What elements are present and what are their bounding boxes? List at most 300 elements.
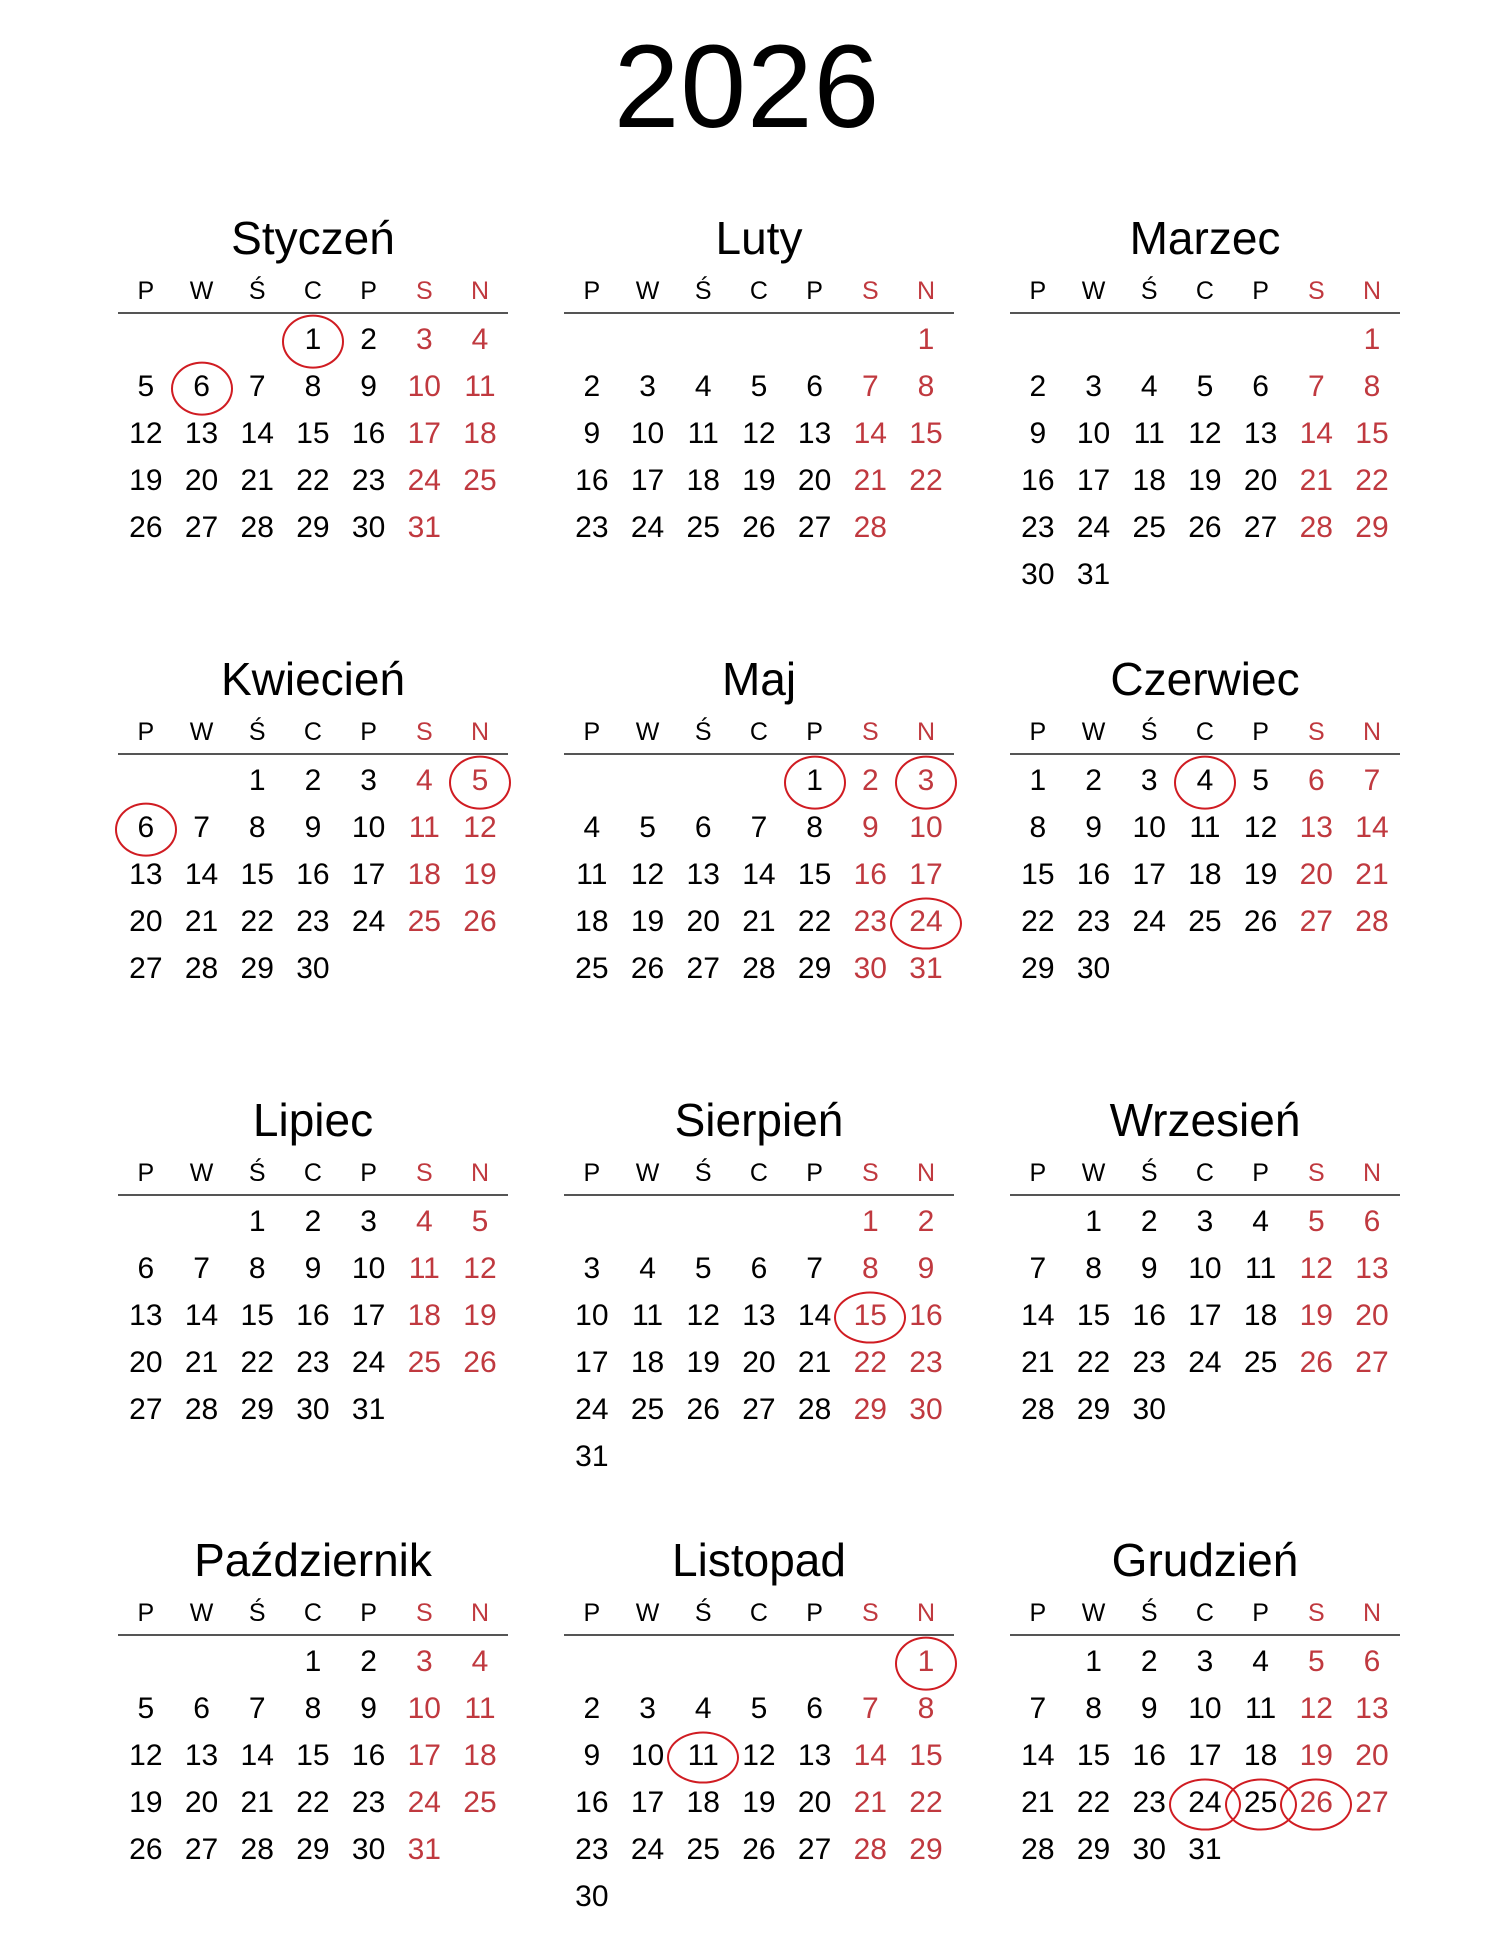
day-cell: 17 bbox=[1188, 1739, 1222, 1772]
day-cell: 4 bbox=[694, 370, 712, 403]
day-cell: 5 bbox=[1252, 764, 1269, 797]
day-cell: 2 bbox=[1140, 1205, 1158, 1238]
weekday-label: Ś bbox=[694, 1599, 712, 1627]
day-cell: 13 bbox=[1355, 1252, 1389, 1285]
weekday-label: S bbox=[1307, 1599, 1325, 1627]
day-cell: 6 bbox=[694, 811, 712, 844]
empty-cell bbox=[1066, 316, 1122, 363]
day-cell: 31 bbox=[575, 1440, 609, 1473]
weekday-label: P bbox=[1029, 1599, 1047, 1627]
day-cell: 8 bbox=[806, 811, 823, 844]
day-cell: 10 bbox=[1188, 1252, 1222, 1285]
day-cell: 9 bbox=[583, 417, 601, 450]
day-cell: 27 bbox=[1355, 1786, 1389, 1819]
day-cell: 12 bbox=[463, 1252, 497, 1285]
day-cell: 9 bbox=[304, 811, 322, 844]
weekday-label: N bbox=[1362, 1159, 1381, 1187]
day-cell: 16 bbox=[1021, 464, 1055, 497]
day-cell: 6 bbox=[806, 1692, 823, 1725]
weekday-label: N bbox=[916, 1599, 935, 1627]
holiday-day: 4 bbox=[1177, 757, 1233, 804]
day-cell: 5 bbox=[471, 1205, 489, 1238]
day-cell: 28 bbox=[1299, 511, 1333, 544]
day-cell: 29 bbox=[1021, 952, 1055, 985]
day-cell: 24 bbox=[351, 905, 386, 938]
empty-cell bbox=[229, 1638, 285, 1685]
weekday-label: P bbox=[583, 277, 601, 305]
month-block bbox=[1010, 1534, 1400, 1873]
day-cell: 27 bbox=[742, 1393, 776, 1426]
day-cell: 22 bbox=[1021, 905, 1055, 938]
month-block bbox=[1010, 1094, 1400, 1433]
day-cell: 2 bbox=[304, 1205, 322, 1238]
empty-cell bbox=[787, 1638, 843, 1685]
day-cell: 12 bbox=[630, 858, 665, 891]
day-cell: 25 bbox=[686, 1833, 720, 1866]
day-cell: 20 bbox=[184, 1786, 219, 1819]
day-cell: 27 bbox=[184, 1833, 219, 1866]
weekday-label: N bbox=[916, 277, 935, 305]
day-cell: 26 bbox=[129, 1833, 163, 1866]
day-cell: 2 bbox=[1029, 370, 1047, 403]
weekday-label: P bbox=[137, 1159, 155, 1187]
empty-cell bbox=[620, 316, 676, 363]
weekday-header bbox=[1010, 1154, 1400, 1192]
day-cell: 11 bbox=[464, 370, 496, 403]
empty-cell bbox=[731, 757, 787, 804]
day-cell: 1 bbox=[917, 323, 935, 356]
day-cell: 11 bbox=[464, 1692, 496, 1725]
day-cell: 2 bbox=[917, 1205, 935, 1238]
day-cell: 29 bbox=[797, 952, 832, 985]
empty-cell bbox=[620, 1638, 676, 1685]
day-cell: 3 bbox=[1196, 1205, 1214, 1238]
day-cell: 19 bbox=[129, 1786, 163, 1819]
day-grid bbox=[118, 757, 508, 992]
day-cell: 27 bbox=[129, 1393, 163, 1426]
day-cell: 26 bbox=[1299, 1346, 1333, 1379]
weekday-label: Ś bbox=[1140, 1159, 1158, 1187]
day-cell: 8 bbox=[1085, 1252, 1102, 1285]
weekday-label: S bbox=[415, 718, 433, 746]
weekday-label: C bbox=[1195, 277, 1214, 305]
weekday-label: S bbox=[861, 718, 879, 746]
month-block bbox=[1010, 653, 1400, 992]
day-cell: 15 bbox=[1021, 858, 1055, 891]
day-cell: 3 bbox=[1196, 1645, 1214, 1678]
empty-cell bbox=[731, 316, 787, 363]
day-cell: 26 bbox=[463, 905, 497, 938]
day-cell: 1 bbox=[248, 1205, 266, 1238]
day-cell: 28 bbox=[853, 1833, 887, 1866]
day-cell: 16 bbox=[1132, 1299, 1166, 1332]
day-cell: 14 bbox=[742, 858, 776, 891]
day-cell: 30 bbox=[1076, 952, 1111, 985]
day-cell: 4 bbox=[415, 1205, 433, 1238]
day-cell: 22 bbox=[909, 1786, 943, 1819]
weekday-label: P bbox=[1029, 1159, 1047, 1187]
day-cell: 16 bbox=[1132, 1739, 1166, 1772]
day-cell: 16 bbox=[853, 858, 887, 891]
day-cell: 7 bbox=[806, 1252, 823, 1285]
day-cell: 21 bbox=[853, 464, 887, 497]
day-cell: 28 bbox=[184, 1393, 219, 1426]
day-cell: 14 bbox=[1355, 811, 1389, 844]
holiday-day: 24 bbox=[898, 898, 954, 945]
month-title: Marzec bbox=[1129, 212, 1281, 264]
day-cell: 15 bbox=[797, 858, 832, 891]
day-cell: 27 bbox=[797, 1833, 832, 1866]
month-block bbox=[1010, 212, 1400, 598]
weekday-label: C bbox=[749, 277, 768, 305]
month-title: Kwiecień bbox=[220, 653, 406, 705]
weekday-label: C bbox=[303, 1159, 322, 1187]
day-cell: 15 bbox=[240, 858, 274, 891]
day-cell: 3 bbox=[1085, 370, 1102, 403]
day-cell: 31 bbox=[909, 952, 943, 985]
day-grid bbox=[1010, 1198, 1400, 1433]
empty-cell bbox=[731, 1198, 787, 1245]
day-cell: 17 bbox=[630, 464, 665, 497]
day-cell: 13 bbox=[742, 1299, 776, 1332]
day-cell: 24 bbox=[1132, 905, 1166, 938]
day-cell: 7 bbox=[750, 811, 768, 844]
day-cell: 30 bbox=[1132, 1393, 1166, 1426]
day-cell: 4 bbox=[471, 323, 489, 356]
day-cell: 21 bbox=[240, 464, 274, 497]
day-cell: 8 bbox=[917, 1692, 935, 1725]
day-cell: 7 bbox=[193, 1252, 210, 1285]
weekday-label: S bbox=[1307, 277, 1325, 305]
day-cell: 30 bbox=[853, 952, 887, 985]
day-cell: 29 bbox=[1355, 511, 1389, 544]
day-cell: 12 bbox=[1243, 811, 1278, 844]
weekday-label: N bbox=[470, 718, 489, 746]
weekday-header bbox=[1010, 713, 1400, 751]
empty-cell bbox=[1010, 1198, 1066, 1245]
month-block bbox=[118, 1534, 508, 1873]
day-cell: 31 bbox=[351, 1393, 386, 1426]
empty-cell bbox=[675, 1198, 731, 1245]
day-cell: 29 bbox=[909, 1833, 943, 1866]
day-cell: 18 bbox=[1132, 464, 1166, 497]
weekday-label: W bbox=[635, 1599, 660, 1627]
weekday-label: N bbox=[916, 1159, 935, 1187]
day-cell: 20 bbox=[184, 464, 219, 497]
day-cell: 20 bbox=[797, 1786, 832, 1819]
day-cell: 27 bbox=[686, 952, 720, 985]
weekday-label: W bbox=[1081, 1599, 1106, 1627]
day-cell: 30 bbox=[909, 1393, 943, 1426]
day-cell: 28 bbox=[240, 1833, 274, 1866]
day-cell: 4 bbox=[694, 1692, 712, 1725]
day-cell: 25 bbox=[630, 1393, 665, 1426]
day-cell: 18 bbox=[630, 1346, 665, 1379]
day-cell: 27 bbox=[1355, 1346, 1389, 1379]
day-cell: 10 bbox=[1132, 811, 1166, 844]
day-cell: 23 bbox=[1132, 1346, 1166, 1379]
day-cell: 23 bbox=[853, 905, 887, 938]
holiday-day: 3 bbox=[898, 757, 954, 804]
day-cell: 7 bbox=[1363, 764, 1381, 797]
day-cell: 8 bbox=[248, 811, 266, 844]
holiday-day: 5 bbox=[452, 757, 508, 804]
weekday-label: W bbox=[189, 1599, 214, 1627]
day-cell: 29 bbox=[296, 1833, 330, 1866]
month-title: Maj bbox=[721, 653, 797, 705]
weekday-label: C bbox=[749, 718, 768, 746]
weekday-header bbox=[1010, 272, 1400, 310]
day-cell: 30 bbox=[1021, 558, 1055, 591]
day-cell: 30 bbox=[1132, 1833, 1166, 1866]
weekday-label: N bbox=[1362, 1599, 1381, 1627]
empty-cell bbox=[1010, 1638, 1066, 1685]
day-cell: 26 bbox=[742, 511, 776, 544]
day-cell: 31 bbox=[407, 1833, 441, 1866]
day-cell: 2 bbox=[861, 764, 879, 797]
day-cell: 9 bbox=[1140, 1252, 1158, 1285]
day-cell: 8 bbox=[304, 370, 322, 403]
day-cell: 9 bbox=[1029, 417, 1047, 450]
day-cell: 25 bbox=[686, 511, 720, 544]
day-cell: 7 bbox=[193, 811, 210, 844]
day-cell: 26 bbox=[686, 1393, 720, 1426]
weekday-label: C bbox=[1195, 1159, 1214, 1187]
empty-cell bbox=[118, 1198, 174, 1245]
holiday-day: 11 bbox=[675, 1732, 731, 1779]
day-cell: 24 bbox=[575, 1393, 609, 1426]
day-cell: 25 bbox=[463, 464, 497, 497]
day-cell: 21 bbox=[742, 905, 776, 938]
weekday-label: P bbox=[137, 1599, 155, 1627]
day-cell: 7 bbox=[248, 370, 266, 403]
month-title: Listopad bbox=[672, 1534, 846, 1586]
weekday-label: S bbox=[861, 1599, 879, 1627]
day-cell: 7 bbox=[861, 370, 879, 403]
day-cell: 13 bbox=[797, 1739, 832, 1772]
weekday-label: C bbox=[1195, 1599, 1214, 1627]
day-cell: 29 bbox=[296, 511, 330, 544]
weekday-label: P bbox=[806, 277, 823, 305]
day-cell: 11 bbox=[408, 1252, 440, 1285]
day-cell: 23 bbox=[1076, 905, 1111, 938]
weekday-label: P bbox=[583, 718, 601, 746]
day-cell: 20 bbox=[129, 1346, 163, 1379]
weekday-header bbox=[118, 272, 508, 310]
day-cell: 26 bbox=[1243, 905, 1278, 938]
day-cell: 5 bbox=[137, 1692, 155, 1725]
weekday-label: P bbox=[1252, 1599, 1269, 1627]
day-cell: 14 bbox=[184, 1299, 219, 1332]
day-cell: 22 bbox=[1076, 1786, 1111, 1819]
day-cell: 18 bbox=[463, 417, 497, 450]
day-cell: 21 bbox=[797, 1346, 832, 1379]
weekday-header bbox=[118, 1594, 508, 1632]
empty-cell bbox=[564, 757, 620, 804]
empty-cell bbox=[675, 1638, 731, 1685]
day-cell: 14 bbox=[240, 417, 274, 450]
day-cell: 5 bbox=[1307, 1645, 1325, 1678]
month-title: Czerwiec bbox=[1110, 653, 1300, 705]
weekday-label: W bbox=[189, 277, 214, 305]
empty-cell bbox=[1121, 316, 1177, 363]
weekday-label: C bbox=[749, 1599, 768, 1627]
empty-cell bbox=[842, 316, 898, 363]
day-cell: 8 bbox=[248, 1252, 266, 1285]
day-cell: 30 bbox=[296, 952, 330, 985]
day-cell: 10 bbox=[407, 1692, 441, 1725]
day-cell: 26 bbox=[129, 511, 163, 544]
day-cell: 21 bbox=[184, 905, 219, 938]
month-title: Grudzień bbox=[1111, 1534, 1299, 1586]
day-cell: 19 bbox=[742, 1786, 776, 1819]
day-cell: 17 bbox=[1188, 1299, 1222, 1332]
empty-cell bbox=[620, 757, 676, 804]
day-cell: 26 bbox=[742, 1833, 776, 1866]
day-cell: 1 bbox=[1085, 1205, 1102, 1238]
day-cell: 23 bbox=[296, 1346, 330, 1379]
day-cell: 5 bbox=[639, 811, 656, 844]
weekday-label: W bbox=[635, 718, 660, 746]
weekday-header bbox=[564, 713, 954, 751]
divider bbox=[564, 1634, 954, 1636]
day-cell: 22 bbox=[853, 1346, 887, 1379]
weekday-label: P bbox=[1029, 277, 1047, 305]
divider bbox=[118, 1194, 508, 1196]
empty-cell bbox=[118, 1638, 174, 1685]
weekday-label: P bbox=[1252, 277, 1269, 305]
day-grid bbox=[1010, 316, 1400, 598]
empty-cell bbox=[174, 1198, 230, 1245]
day-cell: 20 bbox=[129, 905, 163, 938]
day-cell: 10 bbox=[1076, 417, 1111, 450]
day-cell: 21 bbox=[853, 1786, 887, 1819]
day-cell: 22 bbox=[797, 905, 832, 938]
month-title: Wrzesień bbox=[1109, 1094, 1301, 1146]
empty-cell bbox=[675, 316, 731, 363]
day-cell: 15 bbox=[240, 1299, 274, 1332]
weekday-label: C bbox=[303, 277, 322, 305]
month-block bbox=[118, 653, 508, 992]
weekday-header bbox=[564, 1154, 954, 1192]
year-title: 2026 bbox=[613, 21, 881, 153]
day-cell: 17 bbox=[630, 1786, 665, 1819]
day-cell: 17 bbox=[351, 858, 386, 891]
day-cell: 25 bbox=[407, 905, 441, 938]
day-cell: 17 bbox=[575, 1346, 609, 1379]
weekday-label: Ś bbox=[248, 1599, 266, 1627]
day-cell: 19 bbox=[1299, 1299, 1333, 1332]
day-cell: 6 bbox=[1307, 764, 1325, 797]
day-cell: 17 bbox=[909, 858, 943, 891]
weekday-label: P bbox=[1029, 718, 1047, 746]
month-title: Styczeń bbox=[231, 212, 395, 264]
empty-cell bbox=[174, 757, 230, 804]
day-cell: 12 bbox=[129, 1739, 163, 1772]
weekday-label: Ś bbox=[694, 718, 712, 746]
month-block bbox=[118, 1094, 508, 1433]
weekday-label: P bbox=[806, 1599, 823, 1627]
day-cell: 14 bbox=[1021, 1299, 1055, 1332]
holiday-day: 1 bbox=[285, 316, 341, 363]
day-cell: 1 bbox=[1085, 1645, 1102, 1678]
weekday-label: W bbox=[1081, 277, 1106, 305]
day-cell: 20 bbox=[1355, 1299, 1389, 1332]
weekday-label: S bbox=[1307, 718, 1325, 746]
day-cell: 8 bbox=[1029, 811, 1047, 844]
day-cell: 28 bbox=[1021, 1833, 1055, 1866]
day-cell: 30 bbox=[351, 511, 386, 544]
empty-cell bbox=[1177, 316, 1233, 363]
weekday-label: P bbox=[360, 718, 377, 746]
day-cell: 10 bbox=[575, 1299, 609, 1332]
day-cell: 11 bbox=[576, 858, 608, 891]
day-cell: 9 bbox=[360, 1692, 377, 1725]
weekday-header bbox=[564, 1594, 954, 1632]
day-cell: 10 bbox=[407, 370, 441, 403]
weekday-label: Ś bbox=[1140, 277, 1158, 305]
day-cell: 5 bbox=[1307, 1205, 1325, 1238]
day-cell: 7 bbox=[248, 1692, 266, 1725]
weekday-label: C bbox=[749, 1159, 768, 1187]
month-title: Luty bbox=[715, 212, 803, 264]
day-cell: 10 bbox=[630, 1739, 665, 1772]
weekday-label: P bbox=[137, 277, 155, 305]
weekday-label: S bbox=[861, 277, 879, 305]
day-cell: 30 bbox=[296, 1393, 330, 1426]
day-cell: 7 bbox=[1029, 1692, 1047, 1725]
day-cell: 31 bbox=[1188, 1833, 1222, 1866]
weekday-label: N bbox=[470, 1599, 489, 1627]
day-cell: 26 bbox=[1188, 511, 1222, 544]
day-cell: 23 bbox=[1132, 1786, 1166, 1819]
weekday-label: C bbox=[303, 718, 322, 746]
weekday-label: Ś bbox=[248, 277, 266, 305]
day-grid bbox=[118, 1198, 508, 1433]
day-cell: 14 bbox=[797, 1299, 832, 1332]
day-grid bbox=[1010, 757, 1400, 992]
day-cell: 23 bbox=[351, 464, 386, 497]
day-cell: 1 bbox=[1363, 323, 1381, 356]
empty-cell bbox=[1010, 316, 1066, 363]
day-cell: 6 bbox=[193, 1692, 210, 1725]
day-cell: 5 bbox=[694, 1252, 712, 1285]
day-cell: 19 bbox=[1299, 1739, 1333, 1772]
day-cell: 26 bbox=[463, 1346, 497, 1379]
day-cell: 3 bbox=[415, 323, 433, 356]
day-cell: 17 bbox=[1076, 464, 1111, 497]
day-cell: 10 bbox=[1188, 1692, 1222, 1725]
day-cell: 11 bbox=[687, 417, 719, 450]
day-cell: 29 bbox=[1076, 1393, 1111, 1426]
weekday-header bbox=[1010, 1594, 1400, 1632]
weekday-label: Ś bbox=[694, 1159, 712, 1187]
day-cell: 5 bbox=[137, 370, 155, 403]
day-cell: 14 bbox=[853, 1739, 887, 1772]
day-cell: 18 bbox=[1243, 1739, 1278, 1772]
day-cell: 29 bbox=[240, 952, 274, 985]
weekday-label: W bbox=[189, 718, 214, 746]
day-cell: 16 bbox=[351, 417, 386, 450]
day-cell: 6 bbox=[806, 370, 823, 403]
day-grid bbox=[118, 1638, 508, 1873]
day-cell: 9 bbox=[1085, 811, 1102, 844]
day-cell: 10 bbox=[630, 417, 665, 450]
day-cell: 4 bbox=[639, 1252, 656, 1285]
day-cell: 24 bbox=[407, 1786, 441, 1819]
day-cell: 28 bbox=[797, 1393, 832, 1426]
day-cell: 25 bbox=[407, 1346, 441, 1379]
